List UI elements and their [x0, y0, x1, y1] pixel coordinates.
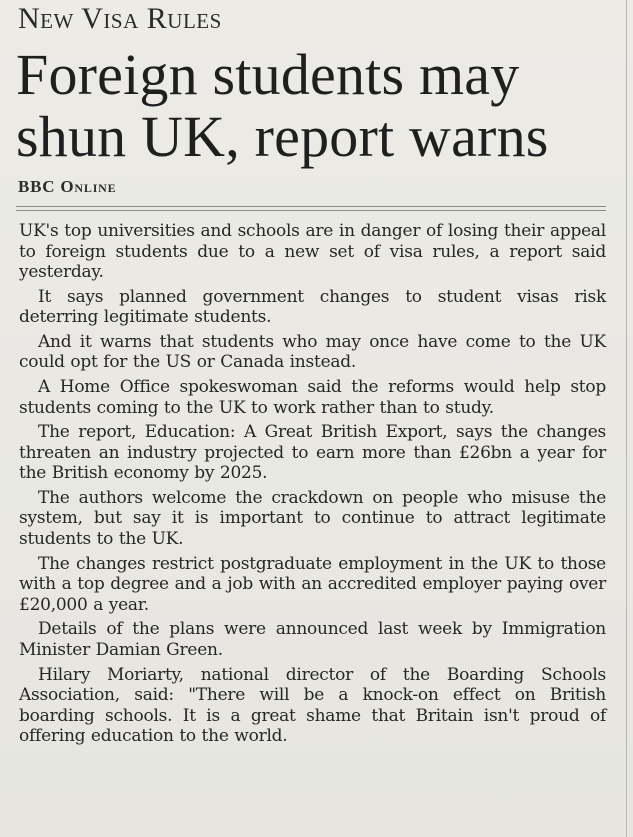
- paragraph-1: UK's top universities and schools are in danger of losing their appeal to foreign students due to a new set of visa rules, a report said yesterday.: [19, 221, 606, 282]
- paragraph-2: It says planned government changes to student visas risk deterring legitimate students.: [19, 286, 606, 328]
- headline: Foreign students may shun UK, report warns: [16, 42, 549, 169]
- byline: BBC Online: [18, 177, 117, 196]
- headline-rule: [16, 206, 606, 211]
- paragraph-6: The authors welcome the crackdown on people who misuse the system, but say it is important to continue to attract legitimate students to the UK.: [19, 487, 606, 549]
- column-divider: [626, 0, 627, 837]
- section-kicker: New Visa Rules: [18, 2, 222, 35]
- paragraph-7: The changes restrict postgraduate employment in the UK to those with a top degree and a job with an accredited employer paying over £20,000 a year.: [19, 553, 606, 615]
- paragraph-9: Hilary Moriarty, national director of the Boarding Schools Association, said: "There will be a knock-on effect on British boarding schools. It is a great shame that Britain isn't proud of offering education to the world.: [19, 664, 606, 746]
- article-body: [19, 221, 606, 751]
- paragraph-3: And it warns that students who may once have come to the UK could opt for the US or Canada instead.: [19, 331, 606, 373]
- paragraph-4: A Home Office spokeswoman said the reforms would help stop students coming to the UK to work rather than to study.: [19, 377, 606, 418]
- paragraph-8: Details of the plans were announced last week by Immigration Minister Damian Green.: [19, 619, 606, 660]
- paragraph-5: The report, Education: A Great British Export, says the changes threaten an industry projected to earn more than £26bn a year for the British economy by 2025.: [19, 422, 606, 484]
